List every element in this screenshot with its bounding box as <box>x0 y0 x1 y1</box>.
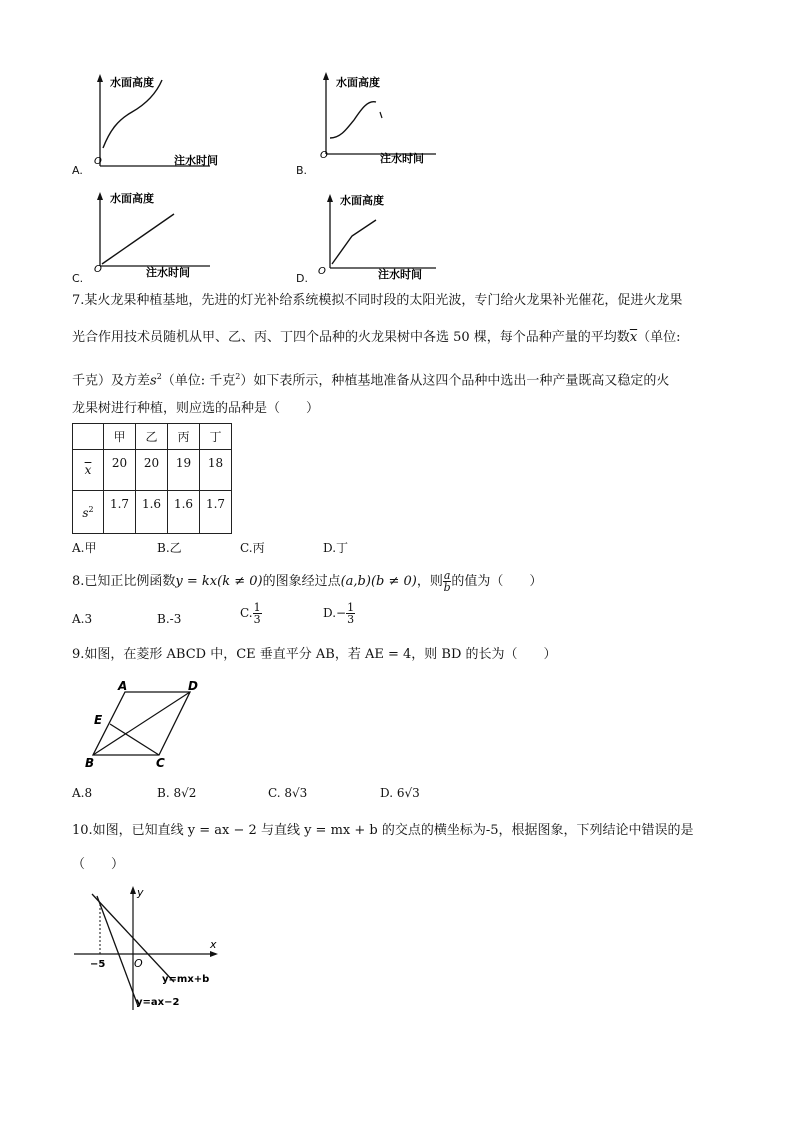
q7-s2: s <box>150 373 157 389</box>
q10-graph-x: x <box>210 938 217 951</box>
q8-c-den: 3 <box>253 613 261 626</box>
q7-table-row-mean <box>73 450 232 491</box>
q8-frac-den: b <box>443 581 451 594</box>
q8-c-num: 1 <box>253 601 261 614</box>
q8-text-b: 的图象经过点 <box>262 574 341 589</box>
q7-xbar: $\overline{x}$ <box>629 330 638 345</box>
q7-s2-sup: 2 <box>156 372 162 381</box>
graph-b-origin: O <box>320 150 328 161</box>
q7-table-header: 甲 <box>104 424 136 450</box>
q8-point: (a,b)(b ≠ 0) <box>340 574 417 589</box>
q9-label-c: C <box>156 756 165 770</box>
q10-line1: 10.如图，已知直线 y = ax − 2 与直线 y = mx + b 的交点的横坐标为-5，根据图象，下列结论中错误的是 <box>72 823 694 838</box>
q7-table-var-s: s <box>82 505 89 520</box>
graph-d-ylabel: 水面高度 <box>340 194 384 207</box>
q9-label-d: D <box>188 679 198 693</box>
graph-b <box>296 68 456 178</box>
graph-a-ylabel: 水面高度 <box>110 76 154 89</box>
q7-table-cell: 20 <box>104 450 136 491</box>
q9-option-b: B. 8√2 <box>157 786 197 800</box>
q8-option-a: A.3 <box>72 612 93 626</box>
q7-table-header-row <box>73 424 232 450</box>
q8-option-b: B.-3 <box>157 612 182 626</box>
q8-option-c-frac <box>253 602 262 625</box>
q10-graph-line2-label: y=ax−2 <box>136 997 180 1008</box>
q7-line2a: 光合作用技术员随机从甲、乙、丙、丁四个品种的火龙果树中各选 50 棵，每个品种产量的平均数 <box>72 330 630 345</box>
q7-line2 <box>72 329 681 347</box>
q8-option-c <box>240 602 262 625</box>
q7-table-mean-label: $\overline{x}$ <box>73 450 104 491</box>
graph-a-label: A. <box>72 164 83 177</box>
q8-option-c-prefix: C. <box>240 606 253 620</box>
q7-unit-sup: 2 <box>235 372 241 381</box>
q9-option-c: C. 8√3 <box>268 786 308 800</box>
graph-d-xlabel: 注水时间 <box>378 268 422 281</box>
q7-table-var-sup: 2 <box>88 504 94 514</box>
q7-table-cell: 1.6 <box>168 491 200 534</box>
q8-text-c: ，则 <box>416 574 443 589</box>
q7-table-corner <box>73 424 104 450</box>
q10-graph-line1-label: y=mx+b <box>162 974 210 985</box>
q7-table-header: 乙 <box>136 424 168 450</box>
graph-c-ylabel: 水面高度 <box>110 192 154 205</box>
q8-text-a: 8.已知正比例函数 <box>72 574 176 589</box>
q7-table-cell: 18 <box>200 450 232 491</box>
q10-graph-tick: −5 <box>90 959 106 970</box>
q7-option-d: D.丁 <box>323 541 349 555</box>
q7-table-header: 丁 <box>200 424 232 450</box>
q7-table-header: 丙 <box>168 424 200 450</box>
q10-graph <box>70 882 220 1017</box>
q10-graph-origin: O <box>134 957 143 970</box>
graph-b-xlabel: 注水时间 <box>380 152 424 165</box>
q8-option-d-prefix: D.− <box>323 606 347 620</box>
q9-option-a: A.8 <box>72 786 93 800</box>
q7-option-a: A.甲 <box>72 541 97 555</box>
q7-line3a: 千克）及方差 <box>72 373 151 389</box>
q9-rhombus-figure <box>68 676 218 771</box>
graph-d <box>296 190 456 285</box>
graph-b-ylabel: 水面高度 <box>336 76 380 89</box>
q10-graph-y: y <box>137 886 144 899</box>
q8-frac-num: a <box>443 569 451 582</box>
q8-func: y = kx(k ≠ 0) <box>175 574 263 589</box>
q9-label-b: B <box>85 756 95 770</box>
q7-line1: 7.某火龙果种植基地，先进的灯光补给系统模拟不同时段的太阳光波，专门给火龙果补光催花，促进火龙果 <box>72 293 683 308</box>
q9-label-e: E <box>94 713 103 727</box>
graph-d-label: D. <box>296 272 308 285</box>
q7-option-c: C.丙 <box>240 541 265 555</box>
q7-line2b: （单位: <box>637 330 681 345</box>
graph-a-xlabel: 注水时间 <box>174 154 218 167</box>
q7-table-var-label <box>73 491 104 534</box>
q8-option-d-frac <box>346 602 355 625</box>
q8-option-d <box>323 602 355 625</box>
q8-text-d: 的值为（ ） <box>451 574 543 589</box>
graph-b-label: B. <box>296 164 308 177</box>
graph-c <box>70 188 230 283</box>
q7-line3b: （单位: 千克 <box>161 373 236 389</box>
q7-table-cell: 1.7 <box>104 491 136 534</box>
q8-stem <box>72 570 542 593</box>
q9-label-a: A <box>118 679 128 693</box>
q9-option-d: D. 6√3 <box>380 786 420 800</box>
q8-d-den: 3 <box>347 613 355 626</box>
graph-d-origin: O <box>318 266 326 277</box>
q7-line3 <box>72 368 669 390</box>
graph-a-origin: O <box>94 156 102 167</box>
q8-d-num: 1 <box>347 601 355 614</box>
q9-stem: 9.如图，在菱形 ABCD 中，CE 垂直平分 AB，若 AE = 4，则 BD 的长为（ ） <box>72 647 557 662</box>
q7-table-cell: 19 <box>168 450 200 491</box>
q7-table-cell: 1.6 <box>136 491 168 534</box>
q7-line3c: ）如下表所示，种植基地准备从这四个品种中选出一种产量既高又稳定的火 <box>240 373 670 389</box>
graph-c-origin: O <box>94 264 102 275</box>
q10-line2: （ ） <box>72 857 125 872</box>
q7-table-cell: 20 <box>136 450 168 491</box>
q7-table-cell: 1.7 <box>200 491 232 534</box>
q7-table <box>72 423 232 534</box>
graph-a <box>70 70 230 180</box>
q7-option-b: B.乙 <box>157 541 182 555</box>
graph-c-xlabel: 注水时间 <box>146 266 190 279</box>
q7-line4: 龙果树进行种植，则应选的品种是（ ） <box>72 401 320 416</box>
graph-c-label: C. <box>72 272 84 285</box>
q7-table-row-var <box>73 491 232 534</box>
